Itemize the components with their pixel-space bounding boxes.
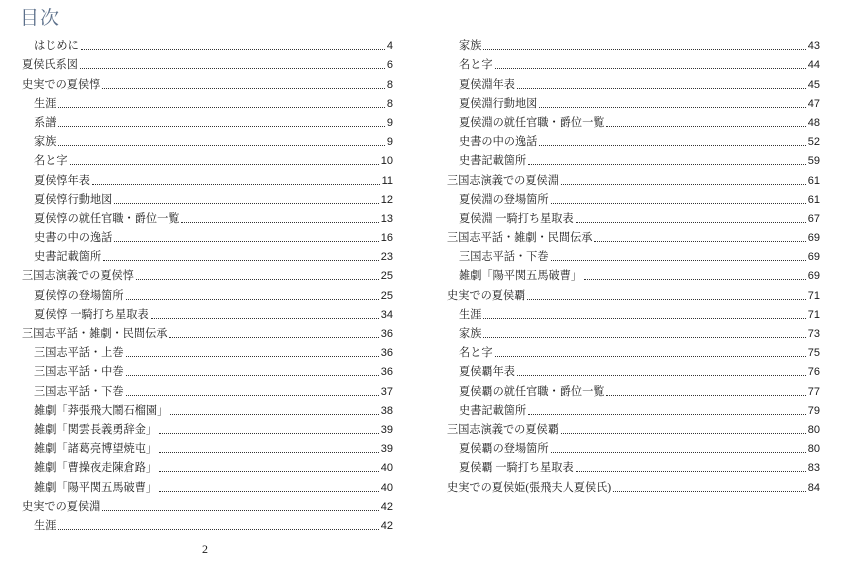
- toc-entry-title: 雑劇「諸葛亮博望焼屯」: [34, 443, 158, 456]
- toc-entry-page: 6: [386, 59, 393, 72]
- toc-entry-page: 44: [807, 59, 820, 72]
- toc-entry-page: 25: [380, 270, 393, 283]
- dot-leader: [594, 241, 805, 242]
- toc-entry[interactable]: [447, 245, 820, 264]
- dot-leader: [58, 107, 384, 108]
- toc-entry[interactable]: [447, 341, 820, 360]
- toc-entry-page: 75: [807, 347, 820, 360]
- toc-entry[interactable]: [22, 149, 393, 168]
- toc-entry-title: 夏侯氏系図: [22, 59, 78, 72]
- toc-entry-page: 77: [807, 385, 820, 398]
- toc-entry-page: 38: [380, 404, 393, 417]
- toc-entry-title: 生涯: [34, 519, 57, 532]
- dot-leader: [495, 356, 806, 357]
- toc-entry-title: 夏侯覇 一騎打ち星取表: [459, 462, 574, 475]
- toc-entry-page: 59: [807, 155, 820, 168]
- toc-entry-title: 雑劇「関雲長義勇辞金」: [34, 423, 158, 436]
- dot-leader: [527, 299, 805, 300]
- toc-entry[interactable]: [447, 303, 820, 322]
- dot-leader: [561, 184, 806, 185]
- toc-entry[interactable]: [447, 34, 820, 53]
- toc-entry-title: 三国志平話・雑劇・民間伝承: [447, 232, 593, 245]
- toc-entry-title: 夏侯覇の就任官職・爵位一覧: [459, 385, 605, 398]
- toc-entry-title: 三国志演義での夏侯惇: [22, 270, 134, 283]
- toc-entry-title: 夏侯惇の就任官職・爵位一覧: [34, 212, 180, 225]
- toc-entry-title: 夏侯惇の登場箇所: [34, 289, 124, 302]
- toc-entry-page: 16: [380, 232, 393, 245]
- toc-entry-page: 42: [380, 500, 393, 513]
- toc-entry-page: 23: [380, 251, 393, 264]
- toc-entry[interactable]: [22, 379, 393, 398]
- toc-entry[interactable]: [447, 456, 820, 475]
- toc-entry[interactable]: [22, 341, 393, 360]
- dot-leader: [576, 222, 806, 223]
- toc-entry-title: 雑劇「陽平関五馬破曹」: [34, 481, 158, 494]
- toc-entry-title: はじめに: [34, 40, 79, 53]
- toc-entry-page: 10: [380, 155, 393, 168]
- toc-entry-title: 夏侯惇 一騎打ち星取表: [34, 308, 149, 321]
- dot-leader: [551, 203, 806, 204]
- toc-entry-title: 史書の中の逸話: [34, 232, 113, 245]
- toc-entry[interactable]: [447, 168, 820, 187]
- toc-entry[interactable]: [22, 418, 393, 437]
- toc-entry-title: 史書記載箇所: [34, 251, 102, 264]
- toc-entry-title: 夏侯惇年表: [34, 174, 90, 187]
- toc-entry-page: 48: [807, 116, 820, 129]
- dot-leader: [561, 433, 806, 434]
- toc-entry-title: 名と字: [459, 59, 493, 72]
- toc-entry-page: 61: [807, 193, 820, 206]
- toc-entry[interactable]: [22, 399, 393, 418]
- toc-entry-title: 夏侯覇年表: [459, 366, 515, 379]
- toc-entry-page: 80: [807, 443, 820, 456]
- dot-leader: [92, 184, 380, 185]
- toc-entry-title: 夏侯淵の就任官職・爵位一覧: [459, 116, 605, 129]
- toc-entry[interactable]: [447, 92, 820, 111]
- dot-leader: [159, 433, 379, 434]
- toc-entry[interactable]: [22, 53, 393, 72]
- toc-entry-page: 47: [807, 97, 820, 110]
- toc-entry[interactable]: [22, 245, 393, 264]
- dot-leader: [159, 471, 379, 472]
- dot-leader: [483, 337, 805, 338]
- dot-leader: [539, 107, 805, 108]
- toc-entry[interactable]: [447, 111, 820, 130]
- toc-entry-title: 生涯: [34, 97, 57, 110]
- toc-entry-page: 84: [807, 481, 820, 494]
- toc-entry-page: 39: [380, 443, 393, 456]
- toc-entry[interactable]: [447, 72, 820, 91]
- toc-entry-title: 史書の中の逸話: [459, 136, 538, 149]
- toc-entry[interactable]: [447, 399, 820, 418]
- toc-entry-title: 雑劇「陽平関五馬破曹」: [459, 270, 583, 283]
- toc-entry-title: 夏侯惇行動地図: [34, 193, 113, 206]
- dot-leader: [606, 395, 805, 396]
- dot-leader: [606, 126, 805, 127]
- toc-entry-title: 雑劇「莽張飛大鬧石榴園」: [34, 404, 169, 417]
- toc-entry-page: 36: [380, 366, 393, 379]
- toc-entry-page: 52: [807, 136, 820, 149]
- dot-leader: [169, 337, 378, 338]
- toc-entry-page: 45: [807, 78, 820, 91]
- toc-entry[interactable]: [447, 53, 820, 72]
- toc-entry-page: 39: [380, 423, 393, 436]
- dot-leader: [81, 49, 385, 50]
- dot-leader: [483, 49, 805, 50]
- dot-leader: [114, 203, 378, 204]
- toc-entry-title: 三国志演義での夏侯淵: [447, 174, 559, 187]
- toc-entry-title: 家族: [34, 136, 57, 149]
- toc-entry-page: 83: [807, 462, 820, 475]
- toc-entry[interactable]: [22, 92, 393, 111]
- dot-leader: [80, 68, 385, 69]
- toc-entry[interactable]: [447, 226, 820, 245]
- toc-entry-title: 三国志平話・下巻: [459, 251, 549, 264]
- toc-entry[interactable]: [22, 188, 393, 207]
- toc-entry-page: 42: [380, 519, 393, 532]
- dot-leader: [576, 471, 806, 472]
- toc-entry-title: 史実での夏侯覇: [447, 289, 526, 302]
- toc-entry[interactable]: [447, 149, 820, 168]
- toc-entry-title: 夏侯覇の登場箇所: [459, 443, 549, 456]
- toc-entry-title: 夏侯淵の登場箇所: [459, 193, 549, 206]
- toc-entry[interactable]: [22, 34, 393, 53]
- toc-entry[interactable]: [447, 418, 820, 437]
- toc-entry-page: 71: [807, 289, 820, 302]
- toc-entry-page: 34: [380, 308, 393, 321]
- dot-leader: [58, 126, 384, 127]
- toc-entry-page: 4: [386, 40, 393, 53]
- toc-entry[interactable]: [22, 495, 393, 514]
- toc-entry[interactable]: [22, 283, 393, 302]
- toc-entry-title: 史実での夏侯姫(張飛夫人夏侯氏): [447, 481, 612, 494]
- toc-entry-page: 12: [380, 193, 393, 206]
- toc-entry-title: 史書記載箇所: [459, 155, 527, 168]
- toc-entry-title: 三国志平話・雑劇・民間伝承: [22, 328, 168, 340]
- dot-leader: [159, 491, 379, 492]
- toc-entry-title: 史実での夏侯淵: [22, 500, 101, 513]
- toc-entry-title: 系譜: [34, 116, 57, 129]
- toc-entry[interactable]: [447, 283, 820, 302]
- toc-entry-title: 三国志平話・上巻: [34, 347, 124, 360]
- dot-leader: [103, 260, 379, 261]
- toc-entry-title: 夏侯淵 一騎打ち星取表: [459, 212, 574, 225]
- toc-entry-page: 13: [380, 212, 393, 225]
- toc-entry-page: 11: [381, 174, 393, 187]
- dot-leader: [483, 318, 805, 319]
- dot-leader: [528, 164, 806, 165]
- toc-entry-title: 三国志平話・下巻: [34, 385, 124, 398]
- dot-leader: [102, 88, 385, 89]
- toc-entry[interactable]: [447, 130, 820, 149]
- toc-entry-page: 8: [386, 78, 393, 91]
- toc-entry-page: 36: [380, 328, 393, 340]
- dot-leader: [126, 395, 379, 396]
- toc-entry[interactable]: [447, 207, 820, 226]
- toc-entry[interactable]: [22, 226, 393, 245]
- toc-entry-page: 79: [807, 404, 820, 417]
- toc-entry-page: 37: [380, 385, 393, 398]
- toc-entry[interactable]: [22, 360, 393, 379]
- toc-entry[interactable]: [22, 437, 393, 456]
- dot-leader: [136, 279, 379, 280]
- toc-entry[interactable]: [22, 72, 393, 91]
- toc-entry-page: 9: [386, 136, 393, 149]
- toc-entry-page: 40: [380, 462, 393, 475]
- dot-leader: [495, 68, 806, 69]
- toc-entry[interactable]: [447, 437, 820, 456]
- toc-entry[interactable]: [447, 322, 820, 341]
- toc-entry-title: 夏侯淵年表: [459, 78, 515, 91]
- dot-leader: [126, 375, 379, 376]
- toc-entry-page: 71: [807, 308, 820, 321]
- toc-entry[interactable]: [22, 456, 393, 475]
- toc-entry-title: 雑劇「曹操夜走陳倉路」: [34, 462, 158, 475]
- dot-leader: [170, 414, 378, 415]
- page-number: 2: [202, 542, 208, 556]
- toc-entry-page: 76: [807, 366, 820, 379]
- toc-entry[interactable]: [22, 168, 393, 187]
- toc-entry[interactable]: [22, 514, 393, 533]
- dot-leader: [584, 279, 806, 280]
- dot-leader: [58, 529, 378, 530]
- toc-entry[interactable]: [447, 475, 820, 494]
- dot-leader: [528, 414, 806, 415]
- dot-leader: [151, 318, 379, 319]
- dot-leader: [70, 164, 379, 165]
- toc-entry[interactable]: [22, 130, 393, 149]
- toc-entry-page: 43: [807, 40, 820, 53]
- dot-leader: [181, 222, 378, 223]
- toc-entry-title: 家族: [459, 328, 482, 340]
- toc-entry-title: 夏侯淵行動地図: [459, 97, 538, 110]
- dot-leader: [539, 145, 805, 146]
- dot-leader: [551, 260, 806, 261]
- toc-entry-title: 生涯: [459, 308, 482, 321]
- toc-entry-page: 8: [386, 97, 393, 110]
- dot-leader: [159, 452, 379, 453]
- toc-entry-page: 69: [807, 251, 820, 264]
- toc-entry-title: 史書記載箇所: [459, 404, 527, 417]
- toc-entry-title: 三国志演義での夏侯覇: [447, 423, 559, 436]
- toc-entry-page: 80: [807, 423, 820, 436]
- dot-leader: [102, 510, 378, 511]
- toc-entry-page: 69: [807, 270, 820, 283]
- toc-entry-page: 40: [380, 481, 393, 494]
- toc-entry-page: 73: [807, 328, 820, 340]
- toc-entry-page: 61: [807, 174, 820, 187]
- toc-entry[interactable]: [22, 475, 393, 494]
- toc-entry-page: 9: [386, 116, 393, 129]
- toc-entry-title: 三国志平話・中巻: [34, 366, 124, 379]
- dot-leader: [613, 491, 806, 492]
- toc-entry-title: 家族: [459, 40, 482, 53]
- dot-leader: [114, 241, 378, 242]
- toc-entry[interactable]: [447, 264, 820, 283]
- toc-left-column: [22, 34, 393, 533]
- toc-entry[interactable]: [447, 379, 820, 398]
- toc-right-column: [447, 34, 820, 495]
- dot-leader: [58, 145, 384, 146]
- toc-entry[interactable]: [22, 322, 393, 341]
- toc-entry-page: 69: [807, 232, 820, 245]
- toc-entry-page: 67: [807, 212, 820, 225]
- dot-leader: [517, 375, 806, 376]
- toc-entry-page: 25: [380, 289, 393, 302]
- toc-entry-title: 史実での夏侯惇: [22, 78, 101, 91]
- toc-entry[interactable]: [22, 111, 393, 130]
- toc-entry-title: 名と字: [459, 347, 493, 360]
- dot-leader: [551, 452, 806, 453]
- toc-entry-title: 名と字: [34, 155, 68, 168]
- toc-entry-page: 36: [380, 347, 393, 360]
- toc-entry[interactable]: [22, 264, 393, 283]
- toc-entry[interactable]: [22, 303, 393, 322]
- dot-leader: [517, 88, 806, 89]
- dot-leader: [126, 299, 379, 300]
- toc-entry[interactable]: [447, 188, 820, 207]
- page-title: 目次: [20, 8, 61, 29]
- toc-entry[interactable]: [447, 360, 820, 379]
- dot-leader: [126, 356, 379, 357]
- toc-entry[interactable]: [22, 207, 393, 226]
